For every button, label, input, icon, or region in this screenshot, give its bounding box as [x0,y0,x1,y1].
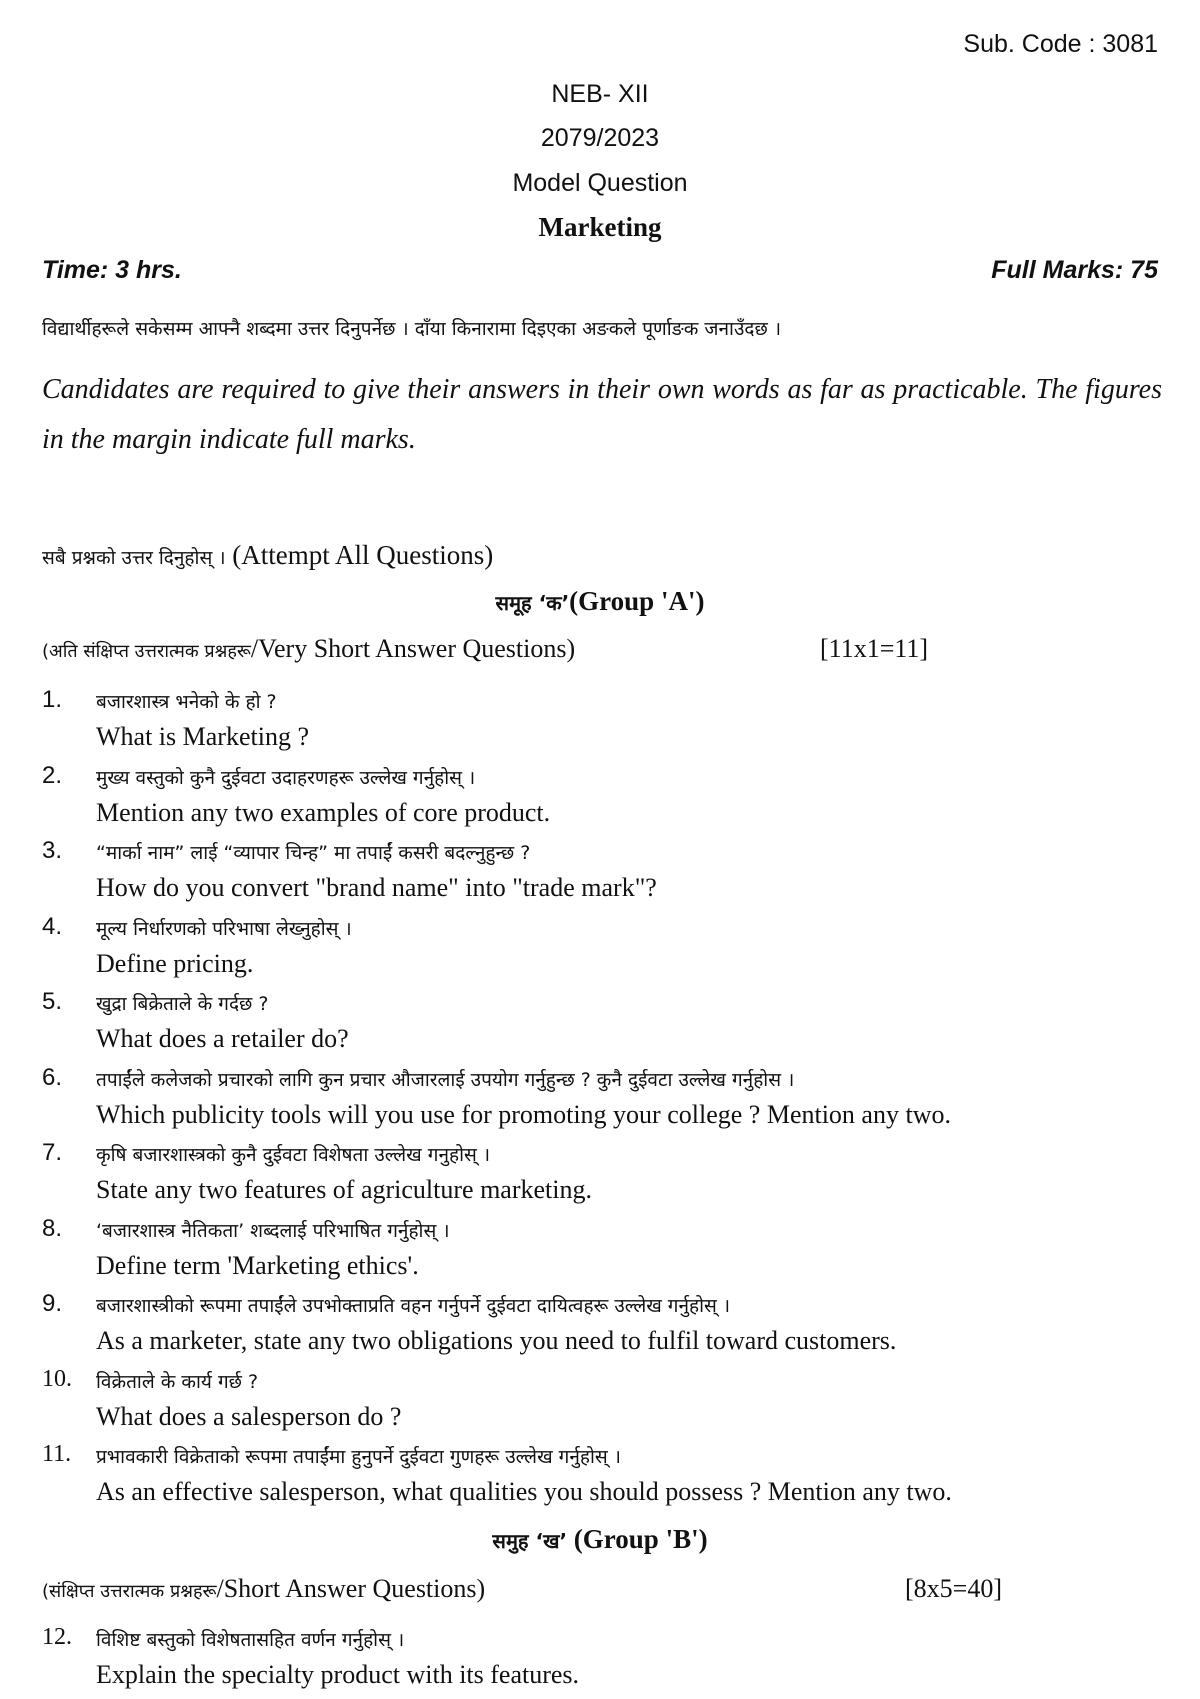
instructions-english: Candidates are required to give their answers in their own words as far as practicable. The figures in the margin indicate full marks. [42,374,1162,455]
exam-time: Time: 3 hrs. [42,256,182,284]
exam-year: 2079/2023 [540,124,660,152]
question-number: 9. [42,1290,63,1317]
question-english: Which publicity tools will you use for promoting your college ? Mention any two. [96,1099,951,1129]
question-number: 7. [42,1139,63,1166]
group-a-title [0,586,1200,617]
group-a-title-english: (Group 'A') [569,586,705,616]
question-number: 3. [42,837,63,864]
question-nepali: बजारशास्त्र भनेको के हो ? [96,691,277,713]
question-english: How do you convert "brand name" into "trade mark"? [96,873,657,902]
group-a-label-nepali: (अति संक्षिप्त उत्तरात्मक प्रश्नहरू [42,641,251,662]
question-english: Define term 'Marketing ethics'. [96,1250,419,1280]
question-nepali: बजारशास्त्रीको रूपमा तपाईंले उपभोक्ताप्रति वहन गर्नुपर्ने दुईवटा दायित्वहरू उल्लेख गर्नुहोस् । [96,1295,731,1317]
question-number: 4. [42,912,63,940]
question-number: 5. [42,988,63,1015]
question-english: What does a retailer do? [96,1024,349,1053]
board-name: NEB- XII [551,80,649,108]
group-b-title-english: (Group 'B') [573,1524,708,1554]
question-nepali: “मार्का नाम” लाई “व्यापार चिन्ह” मा तपाईं कसरी बदल्नुहुन्छ ? [96,842,531,864]
paper-type: Model Question [512,169,688,197]
question-english: Explain the specialty product with its features. [96,1660,580,1689]
question-english: What is Marketing ? [96,722,309,751]
question-nepali: कृषि बजारशास्त्रको कुनै दुईवटा विशेषता उल्लेख गनुहोस् । [96,1144,491,1166]
question-english: As an effective salesperson, what qualities you should possess ? Mention any two. [96,1477,952,1506]
instructions-nepali: विद्यार्थीहरूले सकेसम्म आफ्नै शब्दमा उत्तर दिनुपर्नेछ । दाँया किनारामा दिइएका अङकले पूर्णाङक जनाउँदछ । [42,318,782,340]
question-english: Define pricing. [96,948,254,978]
question-nepali: खुद्रा बिक्रेताले के गर्दछ ? [96,993,269,1015]
group-b-title-nepali: समुह ‘ख’ [492,1529,568,1553]
question-english: As a marketer, state any two obligations you need to fulfil toward customers. [96,1326,897,1355]
question-english: Mention any two examples of core product. [96,797,551,827]
question-english: What does a salesperson do ? [96,1401,402,1431]
attempt-english: (Attempt All Questions) [232,540,494,570]
question-nepali: मूल्य निर्धारणको परिभाषा लेख्नुहोस् । [96,917,352,940]
group-a-label [42,634,575,664]
attempt-nepali: सबै प्रश्नको उत्तर दिनुहोस् । [42,547,226,569]
group-b-label-nepali: (संक्षिप्त उत्तरात्मक प्रश्नहरू [42,1581,217,1602]
full-marks: Full Marks: 75 [991,256,1158,284]
subject-code: Sub. Code : 3081 [963,30,1158,58]
group-b-label-english: /Short Answer Questions) [216,1574,486,1603]
question-nepali: तपाईंले कलेजको प्रचारको लागि कुन प्रचार औजारलाई उपयोग गर्नुहुन्छ ? कुनै दुईवटा उल्लेख गर्नुहोस । [96,1068,795,1091]
question-number: 6. [42,1063,63,1091]
question-english: State any two features of agriculture marketing. [96,1175,592,1204]
group-a-marks: [11x1=11] [820,634,929,663]
group-b-title [0,1524,1200,1555]
group-b-label [42,1574,485,1604]
question-nepali: विशिष्ट बस्तुको विशेषतासहित वर्णन गर्नुहोस् । [96,1629,405,1651]
attempt-all-instruction [42,540,493,571]
group-a-label-english: /Very Short Answer Questions) [250,634,576,663]
question-nepali: मुख्य वस्तुको कुनै दुईवटा उदाहरणहरू उल्लेख गर्नुहोस् । [96,766,476,789]
question-nepali: विक्रेताले के कार्य गर्छ ? [96,1370,259,1393]
question-number: 11. [42,1441,72,1467]
question-number: 8. [42,1214,63,1242]
question-number: 2. [42,761,63,789]
subject-title: Marketing [538,212,662,242]
question-number: 12. [42,1624,72,1650]
question-number: 10. [42,1365,72,1392]
group-a-title-nepali: समूह ‘क’ [495,591,570,615]
question-number: 1. [42,686,63,713]
question-nepali: प्रभावकारी विक्रेताको रूपमा तपाईंमा हुनुपर्ने दुईवटा गुणहरू उल्लेख गर्नुहोस् । [96,1446,621,1468]
question-nepali: ‘बजारशास्त्र नैतिकता’ शब्दलाई परिभाषित गर्नुहोस् । [96,1219,450,1242]
group-b-marks: [8x5=40] [905,1574,1002,1603]
